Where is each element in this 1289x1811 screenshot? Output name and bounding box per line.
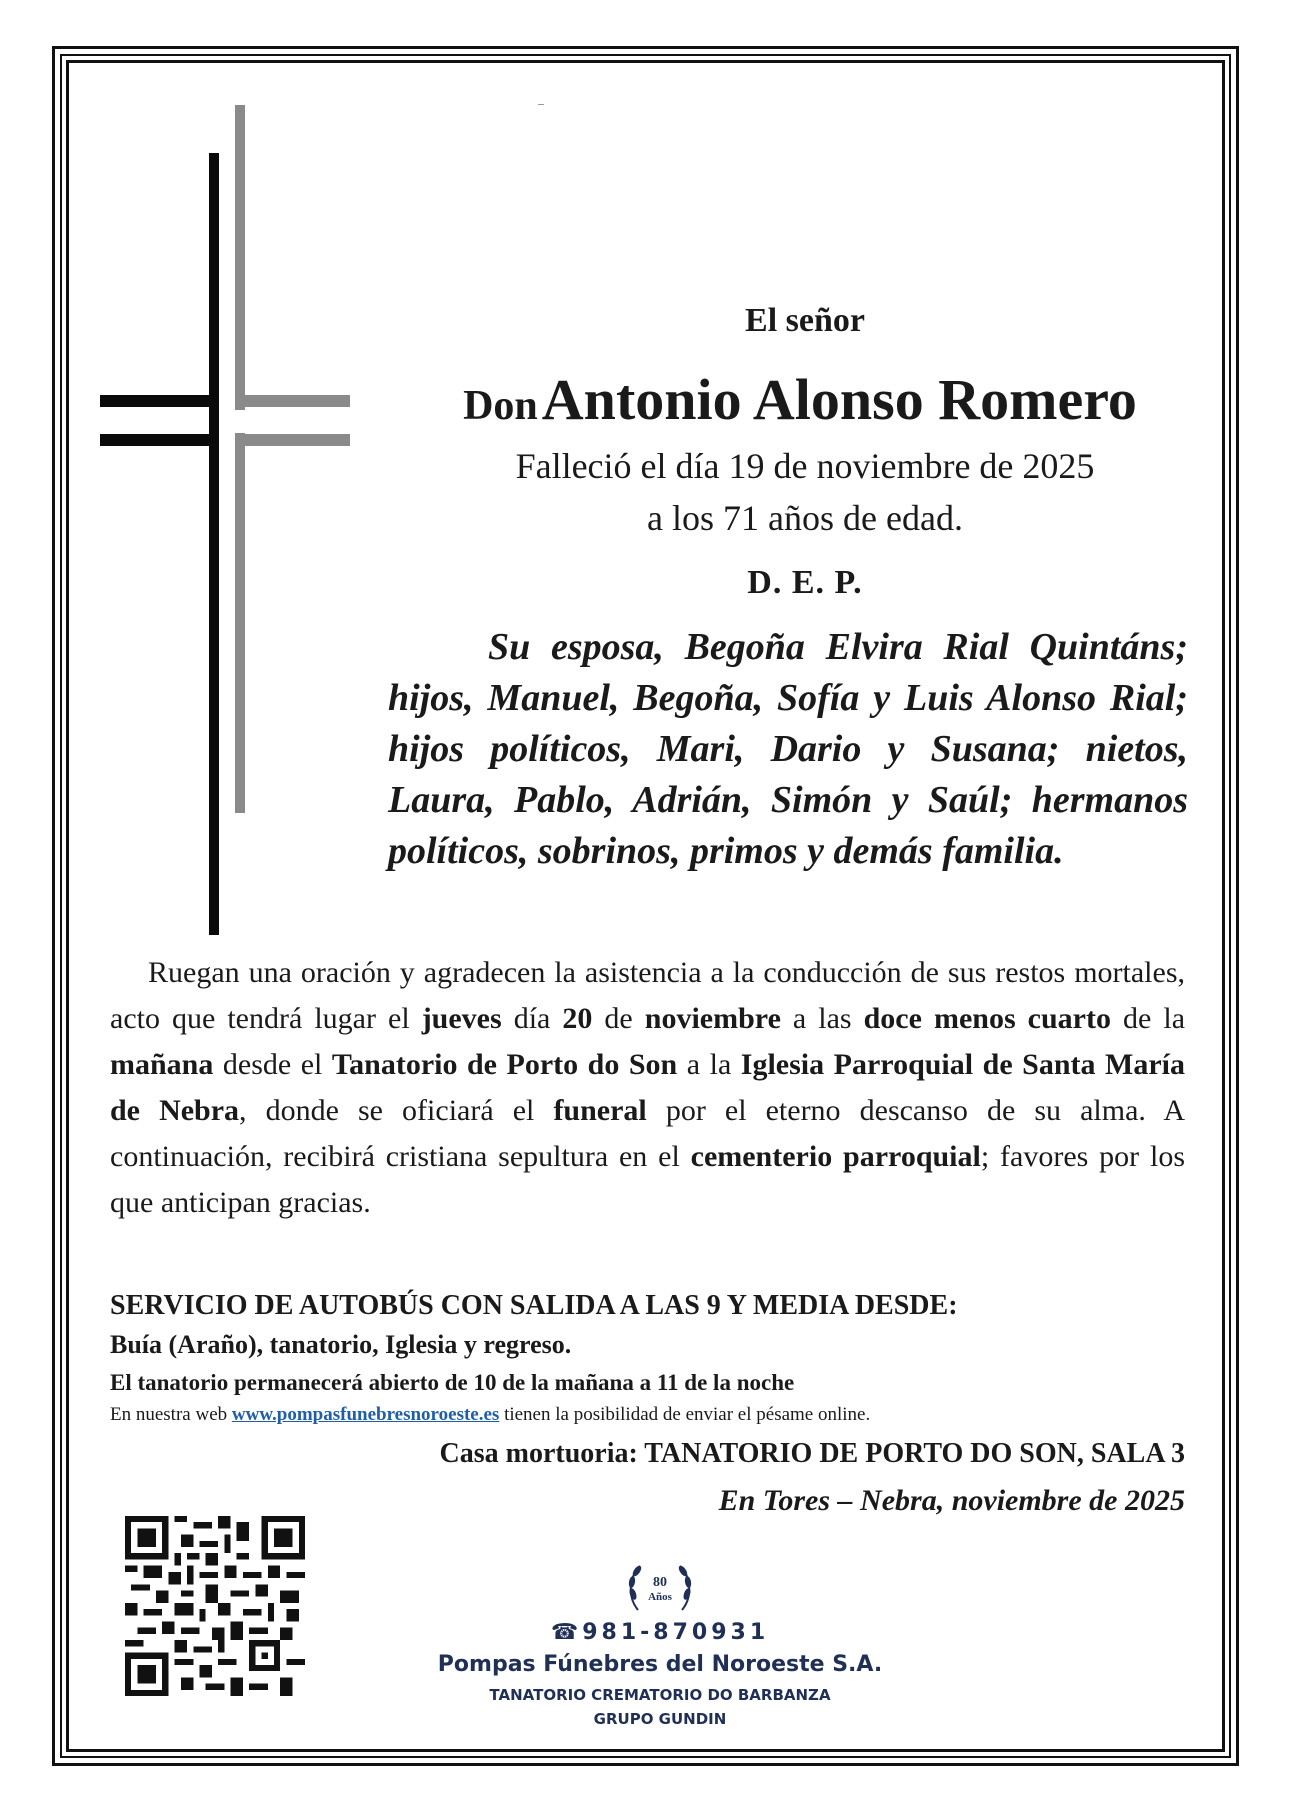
ceremony-notice: Ruegan una oración y agradecen la asistencia a la conducción de sus restos mortales, acto que tendrá lugar el jueves día 20 de noviembre a las doce menos cuarto de la mañana desde el Tanatorio de Porto do Son a la Iglesia Parroquial de Santa María de Nebra, donde se oficiará el funeral por el eterno descanso de su alma. A continuación, recibirá cristiana sepultura en el cementerio parroquial; favores por los que anticipan gracias. (110, 956, 1186, 1219)
cross-icon (100, 105, 360, 945)
dep-label: D. E. P. (747, 564, 863, 601)
age-line: a los 71 años de edad. (647, 498, 963, 538)
crematorium-name: TANATORIO CREMATORIO DO BARBANZA (489, 1686, 831, 1704)
phone-number[interactable]: 981-870931 (582, 1620, 770, 1645)
company-name: Pompas Fúnebres del Noroeste S.A. (437, 1652, 883, 1677)
funeral-home: Casa mortuoria: TANATORIO DE PORTO DO SON, SALA 3 (439, 1438, 1185, 1469)
bus-service-route: Buía (Araño), tanatorio, Iglesia y regreso. (110, 1330, 572, 1359)
deceased-name (380, 366, 1220, 433)
phone-icon: ☎ (550, 1620, 583, 1645)
phone-line (510, 1620, 810, 1645)
seal-number: 80 (653, 1575, 667, 1590)
seal-word: Años (648, 1591, 672, 1603)
bus-service-title: SERVICIO DE AUTOBÚS CON SALIDA A LAS 9 Y MEDIA DESDE: (110, 1290, 958, 1321)
website-link[interactable]: www.pompasfunebresnoroeste.es (231, 1404, 500, 1425)
death-date-line: Falleció el día 19 de noviembre de 2025 (515, 446, 1095, 486)
intro-text: El señor (745, 302, 865, 339)
full-name: Antonio Alonso Romero (541, 367, 1137, 432)
scan-mark (538, 104, 544, 105)
title-prefix: Don (463, 383, 538, 429)
opening-hours: El tanatorio permanecerá abierto de 10 de la mañana a 11 de la noche (110, 1370, 795, 1395)
group-name: GRUPO GUNDIN (593, 1710, 727, 1728)
place-date: En Tores – Nebra, noviembre de 2025 (718, 1484, 1185, 1517)
web-condolence-line: En nuestra web www.pompasfunebresnoroeste.es tienen la posibilidad de enviar el pésame online. (110, 1404, 871, 1425)
qr-code-icon[interactable] (125, 1516, 305, 1696)
anniversary-seal-icon (624, 1552, 696, 1624)
death-info (400, 440, 1210, 544)
family-list: Su esposa, Begoña Elvira Rial Quintáns; hijos, Manuel, Begoña, Sofía y Luis Alonso Rial; hijos políticos, Mari, Dario y Susana; nietos, Laura, Pablo, Adrián, Simón y Saúl; hermanos políticos, sobrinos, primos y demás familia. (388, 626, 1188, 872)
